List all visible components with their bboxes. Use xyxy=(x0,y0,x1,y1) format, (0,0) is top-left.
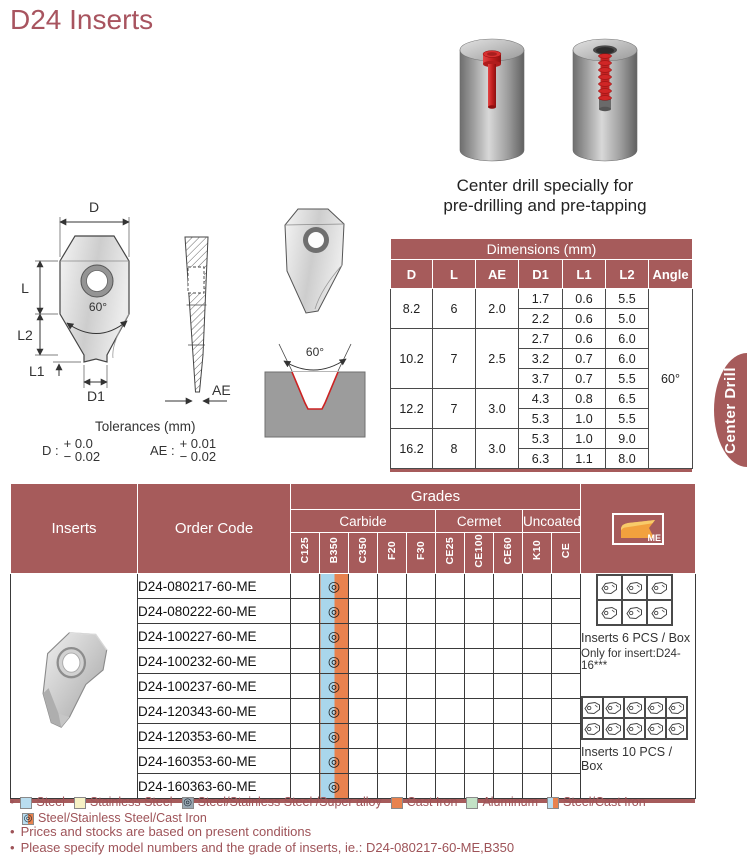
dim-sub-value: 5.3 xyxy=(519,429,563,449)
grade-cell xyxy=(465,649,494,674)
grade-cell xyxy=(552,599,581,624)
legend-items-1 xyxy=(20,795,645,810)
box-cell xyxy=(647,575,672,600)
grade-cell xyxy=(494,724,523,749)
insert-icon xyxy=(626,701,643,715)
order-code-cell: D24-160353-60-ME xyxy=(138,749,291,774)
grade-cell xyxy=(436,749,465,774)
grade-cell xyxy=(349,699,378,724)
dimensions-table-title: Dimensions (mm) xyxy=(391,239,693,260)
grade-cell xyxy=(436,649,465,674)
legend-item xyxy=(182,795,382,810)
grade-cell xyxy=(407,749,436,774)
l1-label: L1 xyxy=(29,363,45,379)
grade-column-header xyxy=(407,533,436,574)
grade-cell xyxy=(552,624,581,649)
grade-cell xyxy=(378,674,407,699)
dim-sub-value: 0.7 xyxy=(563,349,606,369)
grade-cell xyxy=(407,649,436,674)
technical-drawing xyxy=(15,195,385,445)
legend-label: Steel xyxy=(36,795,65,809)
grade-cell xyxy=(552,674,581,699)
dim-sub-value: 0.6 xyxy=(563,309,606,329)
dimensions-table-body xyxy=(391,289,693,469)
grades-table xyxy=(10,483,696,799)
grade-cell-marked: ◎ xyxy=(320,749,349,774)
grade-cell xyxy=(378,599,407,624)
box-cell xyxy=(645,718,666,739)
grade-cell xyxy=(465,599,494,624)
insert-icon xyxy=(605,701,622,715)
grade-cell xyxy=(494,674,523,699)
grade-column-label: CE60 xyxy=(501,536,514,565)
insert-icon xyxy=(626,606,643,620)
grade-cell xyxy=(523,749,552,774)
center-drill-tab[interactable] xyxy=(714,353,747,467)
box-cell xyxy=(666,697,687,718)
dimensions-row xyxy=(391,289,693,309)
insert-icon xyxy=(584,722,601,736)
dim-d-value: 16.2 xyxy=(391,429,433,469)
dim-l-value: 6 xyxy=(433,289,476,329)
legend-swatch xyxy=(466,797,478,809)
tolerance-d-minus: − 0.02 xyxy=(63,449,101,464)
tolerance-d xyxy=(42,437,100,463)
grade-cell xyxy=(552,574,581,599)
grade-cell xyxy=(523,574,552,599)
packaging-info xyxy=(581,574,695,773)
grade-cell xyxy=(523,699,552,724)
hero-caption-line2: pre-drilling and pre-tapping xyxy=(443,196,647,215)
dimensions-table-wrap xyxy=(390,238,692,472)
insert-icon xyxy=(601,606,618,620)
section-angle-label: 60° xyxy=(305,345,325,359)
grade-cell xyxy=(349,649,378,674)
grade-cell xyxy=(465,699,494,724)
box-cell xyxy=(622,600,647,625)
grade-cell xyxy=(349,674,378,699)
insert-icon xyxy=(651,606,668,620)
grade-cell-marked: ◎ xyxy=(320,574,349,599)
dim-sub-value: 6.0 xyxy=(606,349,649,369)
dim-column-header: L xyxy=(433,260,476,289)
grade-group-header: Cermet xyxy=(436,510,523,533)
box-cell xyxy=(645,697,666,718)
dim-column-header: Angle xyxy=(649,260,693,289)
dim-sub-value: 3.2 xyxy=(519,349,563,369)
grade-cell xyxy=(436,699,465,724)
legend-item xyxy=(466,795,538,810)
dim-sub-value: 6.5 xyxy=(606,389,649,409)
insert-icon xyxy=(668,722,685,736)
grade-cell xyxy=(436,724,465,749)
dim-column-header: D1 xyxy=(519,260,563,289)
tolerance-ae xyxy=(150,437,216,463)
angle-label: 60° xyxy=(88,300,108,314)
note-text: Please specify model numbers and the grade of inserts, ie.: D24-080217-60-ME,B350 xyxy=(20,840,515,855)
grade-column-header xyxy=(378,533,407,574)
center-drill-illustration xyxy=(440,28,670,173)
legend-label: Steel/Stainless Steel /Super alloy xyxy=(197,795,382,809)
grade-cell xyxy=(494,749,523,774)
dim-sub-value: 6.3 xyxy=(519,449,563,469)
grade-cell xyxy=(378,574,407,599)
order-code-cell: D24-100232-60-ME xyxy=(138,649,291,674)
perspective-view-drawing xyxy=(285,209,344,313)
grade-cell xyxy=(494,624,523,649)
dim-sub-value: 5.5 xyxy=(606,289,649,309)
grade-cell xyxy=(436,574,465,599)
grade-cell xyxy=(407,674,436,699)
grade-column-label: B350 xyxy=(327,537,340,564)
grade-cell xyxy=(378,724,407,749)
order-code-cell: D24-080217-60-ME xyxy=(138,574,291,599)
grade-cell xyxy=(378,624,407,649)
dim-sub-value: 1.0 xyxy=(563,429,606,449)
dim-l-value: 7 xyxy=(433,329,476,389)
grade-group-header: Carbide xyxy=(291,510,436,533)
me-badge-cell xyxy=(581,484,696,574)
grade-column-header xyxy=(291,533,320,574)
dim-sub-value: 5.5 xyxy=(606,409,649,429)
dimensions-row xyxy=(391,429,693,449)
grade-cell xyxy=(465,724,494,749)
dimensions-row xyxy=(391,389,693,409)
grade-cell xyxy=(552,699,581,724)
box10-grid xyxy=(581,696,688,740)
note-line xyxy=(10,824,514,840)
dim-sub-value: 0.6 xyxy=(563,329,606,349)
grade-column-label: CE xyxy=(559,542,572,559)
note-bullet: • xyxy=(10,840,15,855)
grade-column-header xyxy=(436,533,465,574)
legend-item xyxy=(20,795,65,810)
dim-d-value: 8.2 xyxy=(391,289,433,329)
tolerance-ae-plus: + 0.01 xyxy=(179,436,217,451)
legend-item xyxy=(74,795,173,810)
grade-cell xyxy=(436,674,465,699)
grade-column-label: F20 xyxy=(385,541,398,560)
order-code-cell: D24-160363-60-ME xyxy=(138,774,291,799)
box-cell xyxy=(622,575,647,600)
countersink-section-drawing xyxy=(265,344,365,437)
dim-sub-value: 0.6 xyxy=(563,289,606,309)
insert-icon xyxy=(626,581,643,595)
grade-cell xyxy=(407,574,436,599)
grade-cell xyxy=(523,674,552,699)
box-cell xyxy=(582,697,603,718)
grade-cell xyxy=(349,599,378,624)
note-line xyxy=(10,840,514,856)
grade-cell xyxy=(407,699,436,724)
grade-cell xyxy=(291,624,320,649)
dim-d-value: 10.2 xyxy=(391,329,433,389)
dim-sub-value: 5.0 xyxy=(606,309,649,329)
dim-sub-value: 9.0 xyxy=(606,429,649,449)
insert-icon xyxy=(601,581,618,595)
legend-swatch xyxy=(20,797,32,809)
legend-swatch: ◎ xyxy=(23,812,33,824)
grade-cell xyxy=(523,624,552,649)
grade-column-header xyxy=(552,533,581,574)
tolerance-d-label: D : xyxy=(42,442,59,458)
grade-cell xyxy=(552,724,581,749)
page-title: D24 Inserts xyxy=(10,4,154,35)
grade-cell xyxy=(291,699,320,724)
legend-label: Stainless Steel xyxy=(89,795,173,809)
side-profile-drawing xyxy=(165,237,231,401)
grade-cell xyxy=(349,749,378,774)
grade-cell xyxy=(552,649,581,674)
box-cell xyxy=(603,697,624,718)
box6-grid xyxy=(596,574,673,626)
grade-group-header: Uncoated xyxy=(523,510,581,533)
grades-table-wrap xyxy=(10,483,695,803)
dim-sub-value: 8.0 xyxy=(606,449,649,469)
dim-column-header: L1 xyxy=(563,260,606,289)
grade-column-header xyxy=(349,533,378,574)
d-label: D xyxy=(88,199,100,215)
dim-sub-value: 2.7 xyxy=(519,329,563,349)
grades-header: Grades xyxy=(291,484,581,510)
inserts-header: Inserts xyxy=(11,484,138,574)
grade-cell xyxy=(523,724,552,749)
grade-column-label: C125 xyxy=(298,537,311,564)
legend-label: Aluminum xyxy=(482,795,539,809)
dim-sub-value: 0.7 xyxy=(563,369,606,389)
insert-icon xyxy=(605,722,622,736)
grade-column-label: K10 xyxy=(530,540,543,561)
dim-sub-value: 0.8 xyxy=(563,389,606,409)
grade-column-header xyxy=(465,533,494,574)
l2-label: L2 xyxy=(17,327,33,343)
dim-l-value: 7 xyxy=(433,389,476,429)
dim-d-value: 12.2 xyxy=(391,389,433,429)
dim-sub-value: 2.2 xyxy=(519,309,563,329)
insert-photo xyxy=(24,621,124,747)
grade-cell xyxy=(378,699,407,724)
tolerance-ae-minus: − 0.02 xyxy=(179,449,217,464)
dim-sub-value: 3.7 xyxy=(519,369,563,389)
dim-sub-value: 1.0 xyxy=(563,409,606,429)
legend-label: Steel/Stainless Steel/Cast Iron xyxy=(38,811,207,825)
dim-sub-value: 1.7 xyxy=(519,289,563,309)
grade-cell xyxy=(349,624,378,649)
box6-note: Only for insert:D24-16*** xyxy=(581,648,681,672)
me-badge xyxy=(612,513,664,545)
grade-cell xyxy=(465,674,494,699)
grade-cell xyxy=(465,624,494,649)
insert-icon xyxy=(584,701,601,715)
legend-swatch xyxy=(74,797,86,809)
grade-cell xyxy=(349,724,378,749)
tolerance-ae-label: AE : xyxy=(150,442,175,458)
legend-item xyxy=(547,795,646,810)
grade-cell xyxy=(494,599,523,624)
grade-column-label: CE25 xyxy=(443,536,456,565)
grade-cell xyxy=(407,599,436,624)
grade-cell xyxy=(291,749,320,774)
grade-cell xyxy=(291,599,320,624)
grade-cell xyxy=(494,649,523,674)
order-code-cell: D24-120353-60-ME xyxy=(138,724,291,749)
grade-cell xyxy=(291,724,320,749)
legend-bullet: • xyxy=(10,795,15,809)
legend-label: Cast Iron xyxy=(406,795,458,809)
grade-column-label: C350 xyxy=(356,537,369,564)
tolerance-d-plus: + 0.0 xyxy=(63,436,93,451)
insert-icon xyxy=(647,722,664,736)
box-cell xyxy=(666,718,687,739)
grades-table-body xyxy=(11,574,696,799)
me-badge-label: ME xyxy=(647,532,662,543)
note-text: Prices and stocks are based on present conditions xyxy=(20,824,312,839)
box-cell xyxy=(597,600,622,625)
dim-ae-value: 2.5 xyxy=(476,329,519,389)
d1-label: D1 xyxy=(87,388,105,404)
grade-column-header xyxy=(523,533,552,574)
dim-sub-value: 5.3 xyxy=(519,409,563,429)
box-cell xyxy=(597,575,622,600)
grade-cell xyxy=(523,599,552,624)
dim-sub-value: 1.1 xyxy=(563,449,606,469)
packaging-cell xyxy=(581,574,696,799)
box6-caption: Inserts 6 PCS / Box xyxy=(581,631,691,645)
dimensions-table xyxy=(390,238,693,469)
grade-cell-marked: ◎ xyxy=(320,624,349,649)
insert-icon xyxy=(626,722,643,736)
grade-column-header xyxy=(494,533,523,574)
grade-cell xyxy=(523,649,552,674)
dim-column-header: L2 xyxy=(606,260,649,289)
grade-cell xyxy=(349,574,378,599)
dimensions-column-row xyxy=(391,260,693,289)
insert-icon xyxy=(668,701,685,715)
grade-cell xyxy=(291,674,320,699)
dim-ae-value: 3.0 xyxy=(476,429,519,469)
dim-sub-value: 4.3 xyxy=(519,389,563,409)
grade-column-label: F30 xyxy=(414,541,427,560)
legend-swatch xyxy=(547,797,559,809)
grade-cell xyxy=(407,624,436,649)
dim-l-value: 8 xyxy=(433,429,476,469)
dim-ae-value: 3.0 xyxy=(476,389,519,429)
l-label: L xyxy=(21,280,29,296)
box-cell xyxy=(582,718,603,739)
grade-cell xyxy=(436,599,465,624)
grade-column-label: CE100 xyxy=(472,533,485,568)
cylinder-pre-drilling xyxy=(460,39,524,161)
grade-cell xyxy=(465,574,494,599)
legend-line-1 xyxy=(10,795,646,810)
tolerances-title: Tolerances (mm) xyxy=(95,419,196,434)
order-code-cell: D24-100237-60-ME xyxy=(138,674,291,699)
order-code-cell: D24-100227-60-ME xyxy=(138,624,291,649)
center-drill-tab-label: Center Drill xyxy=(722,366,739,454)
grade-column-header xyxy=(320,533,349,574)
legend-swatch xyxy=(391,797,403,809)
dim-column-header: D xyxy=(391,260,433,289)
grade-cell xyxy=(291,574,320,599)
dim-sub-value: 5.5 xyxy=(606,369,649,389)
legend-label: Steel/Cast Iron xyxy=(563,795,646,809)
note-bullet: • xyxy=(10,824,15,839)
grade-cell xyxy=(407,724,436,749)
insert-photo-cell xyxy=(11,574,138,799)
hero-caption xyxy=(395,176,695,216)
box-cell xyxy=(624,718,645,739)
box10-caption: Inserts 10 PCS / Box xyxy=(581,745,673,773)
dim-ae-value: 2.0 xyxy=(476,289,519,329)
grade-cell-marked: ◎ xyxy=(320,774,349,799)
grade-cell xyxy=(291,649,320,674)
dim-angle-value: 60° xyxy=(649,289,693,469)
insert-icon xyxy=(651,581,668,595)
grade-cell-marked: ◎ xyxy=(320,724,349,749)
grades-row xyxy=(11,574,696,599)
dim-column-header: AE xyxy=(476,260,519,289)
grade-cell-marked: ◎ xyxy=(320,699,349,724)
grade-cell xyxy=(436,624,465,649)
box-cell xyxy=(603,718,624,739)
box-cell xyxy=(624,697,645,718)
cylinder-pre-tapping xyxy=(573,39,637,161)
hero-caption-line1: Center drill specially for xyxy=(456,176,634,195)
box-cell xyxy=(647,600,672,625)
legend-swatch: ◎ xyxy=(183,796,192,808)
notes xyxy=(10,824,514,856)
order-code-cell: D24-120343-60-ME xyxy=(138,699,291,724)
ae-label: AE xyxy=(212,382,231,398)
insert-icon xyxy=(647,701,664,715)
order-code-cell: D24-080222-60-ME xyxy=(138,599,291,624)
legend-item xyxy=(391,795,458,810)
grade-cell-marked: ◎ xyxy=(320,599,349,624)
front-view-drawing xyxy=(17,199,129,404)
legend xyxy=(10,795,646,826)
dim-sub-value: 6.0 xyxy=(606,329,649,349)
order-code-header: Order Code xyxy=(138,484,291,574)
grade-cell xyxy=(378,749,407,774)
dimensions-row xyxy=(391,329,693,349)
grade-cell-marked: ◎ xyxy=(320,649,349,674)
grade-cell xyxy=(465,749,494,774)
grade-cell xyxy=(552,749,581,774)
grade-cell xyxy=(494,699,523,724)
grade-cell-marked: ◎ xyxy=(320,674,349,699)
grade-cell xyxy=(378,649,407,674)
grade-cell xyxy=(494,574,523,599)
